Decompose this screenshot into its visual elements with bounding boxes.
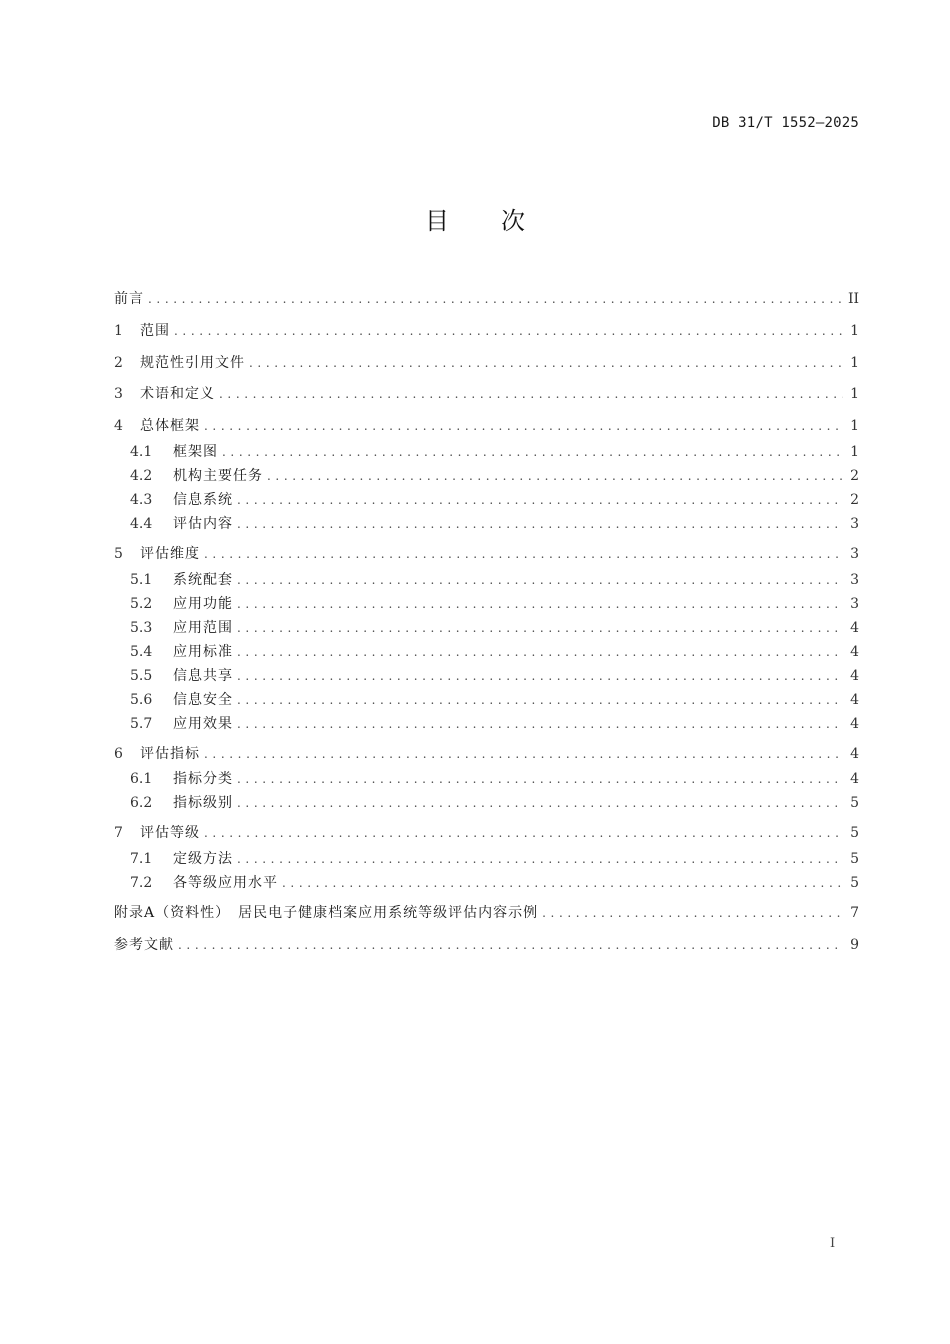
standard-code: DB 31/T 1552—2025 bbox=[712, 115, 859, 131]
toc-entry-title: 前言 bbox=[114, 291, 144, 307]
toc-entry-title: 指标级别 bbox=[173, 795, 233, 811]
toc-entry[interactable] bbox=[114, 744, 859, 764]
toc-entry-title: 评估维度 bbox=[140, 546, 200, 562]
toc-entry[interactable] bbox=[114, 544, 859, 564]
dot-leader bbox=[237, 514, 843, 534]
toc-entry-page: 4 bbox=[850, 620, 859, 636]
toc-entry-title: 信息安全 bbox=[173, 692, 233, 708]
toc-entry[interactable] bbox=[114, 823, 859, 843]
toc-entry-page: 4 bbox=[850, 716, 859, 732]
toc-entry[interactable] bbox=[130, 714, 859, 734]
toc-entry-title: 应用范围 bbox=[173, 620, 233, 636]
toc-entry-number: 7.1 bbox=[130, 851, 153, 867]
toc-entry-number: 5.1 bbox=[130, 572, 153, 588]
dot-leader bbox=[174, 321, 843, 341]
dot-leader bbox=[237, 570, 843, 590]
toc-entry-page: 4 bbox=[850, 668, 859, 684]
toc-entry[interactable] bbox=[130, 666, 859, 686]
toc-entry[interactable] bbox=[130, 514, 859, 534]
toc-entry-page: 5 bbox=[850, 795, 859, 811]
toc-entry-title: 总体框架 bbox=[140, 418, 200, 434]
toc-entry-page: 1 bbox=[850, 355, 859, 371]
toc-entry-page: 7 bbox=[850, 905, 859, 921]
toc-entry-title: 规范性引用文件 bbox=[140, 355, 245, 371]
toc-entry-page: 4 bbox=[850, 771, 859, 787]
toc-entry[interactable] bbox=[114, 289, 859, 309]
toc-entry-number: 4.4 bbox=[130, 516, 153, 532]
toc-entry-number: 5 bbox=[114, 546, 123, 562]
dot-leader bbox=[237, 666, 843, 686]
toc-entry-page: 3 bbox=[850, 572, 859, 588]
dot-leader bbox=[219, 384, 843, 404]
toc-entry-title: 附录A（资料性） 居民电子健康档案应用系统等级评估内容示例 bbox=[114, 905, 539, 921]
dot-leader bbox=[237, 714, 843, 734]
toc-entry[interactable] bbox=[130, 490, 859, 510]
toc-entry-number: 5.2 bbox=[130, 596, 153, 612]
toc-entry-title: 评估指标 bbox=[140, 746, 200, 762]
toc-entry-number: 4.1 bbox=[130, 444, 153, 460]
dot-leader bbox=[237, 490, 843, 510]
toc-entry-page: 3 bbox=[850, 546, 859, 562]
toc-entry-title: 指标分类 bbox=[173, 771, 233, 787]
dot-leader bbox=[237, 769, 843, 789]
toc-entry[interactable] bbox=[114, 384, 859, 404]
dot-leader bbox=[237, 793, 843, 813]
dot-leader bbox=[237, 594, 843, 614]
toc-entry-number: 6.1 bbox=[130, 771, 153, 787]
dot-leader bbox=[237, 642, 843, 662]
toc-entry-page: 5 bbox=[850, 875, 859, 891]
toc-entry-title: 评估等级 bbox=[140, 825, 200, 841]
dot-leader bbox=[204, 744, 843, 764]
toc-entry[interactable] bbox=[130, 690, 859, 710]
toc-entry-title: 范围 bbox=[140, 323, 170, 339]
page-number: I bbox=[830, 1236, 836, 1251]
toc-entry-title: 参考文献 bbox=[114, 937, 174, 953]
toc-entry-number: 2 bbox=[114, 355, 123, 371]
toc-entry-number: 5.5 bbox=[130, 668, 153, 684]
toc-entry-title: 术语和定义 bbox=[140, 386, 215, 402]
toc-entry-number: 4 bbox=[114, 418, 123, 434]
toc-entry[interactable] bbox=[114, 903, 859, 923]
toc-entry-number: 5.7 bbox=[130, 716, 153, 732]
toc-entry-number: 1 bbox=[114, 323, 123, 339]
toc-entry-page: 1 bbox=[850, 386, 859, 402]
toc-entry[interactable] bbox=[130, 618, 859, 638]
dot-leader bbox=[249, 353, 843, 373]
toc-entry-page: 2 bbox=[850, 492, 859, 508]
toc-entry-number: 4.3 bbox=[130, 492, 153, 508]
toc-entry[interactable] bbox=[130, 769, 859, 789]
dot-leader bbox=[237, 618, 843, 638]
dot-leader bbox=[204, 823, 843, 843]
toc-entry[interactable] bbox=[130, 849, 859, 869]
dot-leader bbox=[237, 849, 843, 869]
toc-entry[interactable] bbox=[114, 935, 859, 955]
toc-entry[interactable] bbox=[130, 442, 859, 462]
toc-entry[interactable] bbox=[130, 466, 859, 486]
dot-leader bbox=[267, 466, 843, 486]
dot-leader bbox=[542, 903, 843, 923]
toc-entry-page: 4 bbox=[850, 692, 859, 708]
toc-entry-number: 6.2 bbox=[130, 795, 153, 811]
dot-leader bbox=[282, 873, 843, 893]
toc-entry-number: 5.6 bbox=[130, 692, 153, 708]
dot-leader bbox=[204, 544, 843, 564]
dot-leader bbox=[237, 690, 843, 710]
toc-entry[interactable] bbox=[130, 793, 859, 813]
toc-entry-number: 3 bbox=[114, 386, 123, 402]
toc-entry-title: 框架图 bbox=[173, 444, 218, 460]
dot-leader bbox=[222, 442, 843, 462]
toc-entry-page: 2 bbox=[850, 468, 859, 484]
page-title: 目次 bbox=[425, 207, 577, 235]
toc-entry-title: 各等级应用水平 bbox=[173, 875, 278, 891]
toc-entry-title: 系统配套 bbox=[173, 572, 233, 588]
toc-entry-page: 3 bbox=[850, 596, 859, 612]
toc-entry-title: 评估内容 bbox=[173, 516, 233, 532]
toc-entry[interactable] bbox=[114, 321, 859, 341]
dot-leader bbox=[204, 416, 843, 436]
toc-entry-number: 7.2 bbox=[130, 875, 153, 891]
toc-entry-title: 信息共享 bbox=[173, 668, 233, 684]
toc-entry-number: 4.2 bbox=[130, 468, 153, 484]
toc-entry-number: 5.4 bbox=[130, 644, 153, 660]
toc-entry-page: 1 bbox=[850, 418, 859, 434]
toc-entry-title: 应用效果 bbox=[173, 716, 233, 732]
toc-entry-page: 5 bbox=[850, 851, 859, 867]
dot-leader bbox=[178, 935, 843, 955]
toc-entry[interactable] bbox=[130, 642, 859, 662]
toc-entry-page: 9 bbox=[850, 937, 859, 953]
dot-leader bbox=[148, 289, 843, 309]
toc-entry[interactable] bbox=[114, 416, 859, 436]
toc-entry-page: 4 bbox=[850, 644, 859, 660]
toc-entry-number: 5.3 bbox=[130, 620, 153, 636]
toc-entry-page: II bbox=[847, 291, 859, 307]
toc-entry[interactable] bbox=[130, 570, 859, 590]
toc-entry-title: 应用功能 bbox=[173, 596, 233, 612]
toc-entry[interactable] bbox=[130, 873, 859, 893]
toc-entry[interactable] bbox=[114, 353, 859, 373]
toc-entry-page: 1 bbox=[850, 323, 859, 339]
toc-entry-title: 信息系统 bbox=[173, 492, 233, 508]
toc-entry-page: 4 bbox=[850, 746, 859, 762]
toc-entry-page: 5 bbox=[850, 825, 859, 841]
toc-entry-number: 7 bbox=[114, 825, 123, 841]
toc-entry-title: 应用标准 bbox=[173, 644, 233, 660]
toc-entry-page: 3 bbox=[850, 516, 859, 532]
toc-entry-title: 机构主要任务 bbox=[173, 468, 263, 484]
toc-entry-page: 1 bbox=[850, 444, 859, 460]
toc-entry-number: 6 bbox=[114, 746, 123, 762]
toc-entry-title: 定级方法 bbox=[173, 851, 233, 867]
toc-entry[interactable] bbox=[130, 594, 859, 614]
